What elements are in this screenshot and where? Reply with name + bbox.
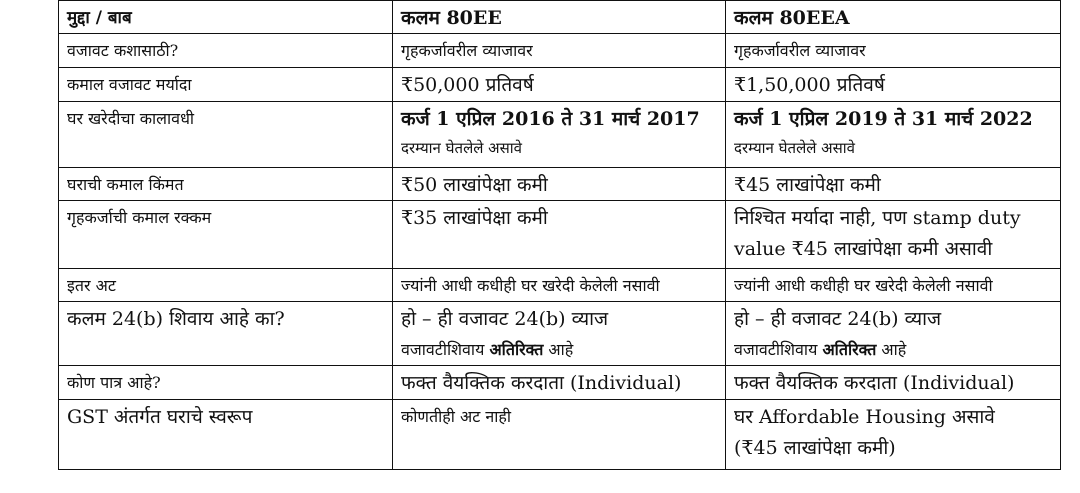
sec24b-post: आहे (543, 340, 574, 359)
cell-80ee: कोणतीही अट नाही (393, 400, 726, 470)
cell-80eea: ₹1,50,000 प्रतिवर्ष (726, 68, 1061, 102)
loan-period: कर्ज 1 एप्रिल 2016 ते 31 मार्च 2017 (401, 108, 700, 130)
table-row (59, 168, 1061, 201)
cell-80eea: ज्यांनी आधी कधीही घर खरेदी केलेली नसावी (726, 269, 1061, 302)
row-label: घराची कमाल किंमत (59, 168, 393, 201)
cell-80eea (726, 201, 1061, 269)
header-80eea: कलम 80EEA (726, 1, 1061, 34)
cell-80eea (726, 400, 1061, 470)
table-row (59, 201, 1061, 269)
table-row (59, 102, 1061, 168)
sec24b-bold: अतिरिक्त (822, 340, 877, 359)
cell-80eea: फक्त वैयक्तिक करदाता (Individual) (726, 366, 1061, 400)
row-label: कमाल वजावट मर्यादा (59, 68, 393, 102)
loan-limit-text-2: value ₹45 लाखांपेक्षा कमी असावी (734, 238, 993, 260)
loan-period-note: दरम्यान घेतलेले असावे (401, 139, 523, 157)
cell-80ee: गृहकर्जावरील व्याजावर (393, 34, 726, 68)
gst-text: घर Affordable Housing असावे (734, 406, 995, 428)
loan-limit-text: निश्चित मर्यादा नाही, पण stamp duty (734, 207, 1021, 229)
gst-text-2: (₹45 लाखांपेक्षा कमी) (734, 437, 896, 459)
table-row (59, 34, 1061, 68)
sec24b-text: हो – ही वजावट 24(b) व्याज (734, 308, 942, 330)
row-label: गृहकर्जाची कमाल रक्कम (59, 201, 393, 269)
cell-80eea: ₹45 लाखांपेक्षा कमी (726, 168, 1061, 201)
cell-80ee: ₹50,000 प्रतिवर्ष (393, 68, 726, 102)
cell-80eea (726, 102, 1061, 168)
comparison-table (58, 0, 1061, 470)
loan-period-note: दरम्यान घेतलेले असावे (734, 139, 856, 157)
cell-80eea (726, 302, 1061, 366)
cell-80eea: गृहकर्जावरील व्याजावर (726, 34, 1061, 68)
sec24b-text: हो – ही वजावट 24(b) व्याज (401, 308, 609, 330)
header-issue: मुद्दा / बाब (59, 1, 393, 34)
row-label: इतर अट (59, 269, 393, 302)
sec24b-bold: अतिरिक्त (489, 340, 544, 359)
table-row (59, 68, 1061, 102)
loan-period: कर्ज 1 एप्रिल 2019 ते 31 मार्च 2022 (734, 108, 1033, 130)
table-row (59, 366, 1061, 400)
cell-80ee: फक्त वैयक्तिक करदाता (Individual) (393, 366, 726, 400)
cell-80ee (393, 102, 726, 168)
cell-80ee: ₹35 लाखांपेक्षा कमी (393, 201, 726, 269)
header-80ee: कलम 80EE (393, 1, 726, 34)
sec24b-pre: वजावटीशिवाय (401, 340, 490, 359)
sec24b-pre: वजावटीशिवाय (734, 340, 823, 359)
table-row (59, 269, 1061, 302)
row-label: वजावट कशासाठी? (59, 34, 393, 68)
row-label: कोण पात्र आहे? (59, 366, 393, 400)
header-row (59, 1, 1061, 34)
sec24b-post: आहे (876, 340, 907, 359)
cell-80ee: ज्यांनी आधी कधीही घर खरेदी केलेली नसावी (393, 269, 726, 302)
table-row (59, 302, 1061, 366)
row-label: घर खरेदीचा कालावधी (59, 102, 393, 168)
cell-80ee: ₹50 लाखांपेक्षा कमी (393, 168, 726, 201)
row-label: GST अंतर्गत घराचे स्वरूप (59, 400, 393, 470)
cell-80ee (393, 302, 726, 366)
table-row (59, 400, 1061, 470)
row-label: कलम 24(b) शिवाय आहे का? (59, 302, 393, 366)
